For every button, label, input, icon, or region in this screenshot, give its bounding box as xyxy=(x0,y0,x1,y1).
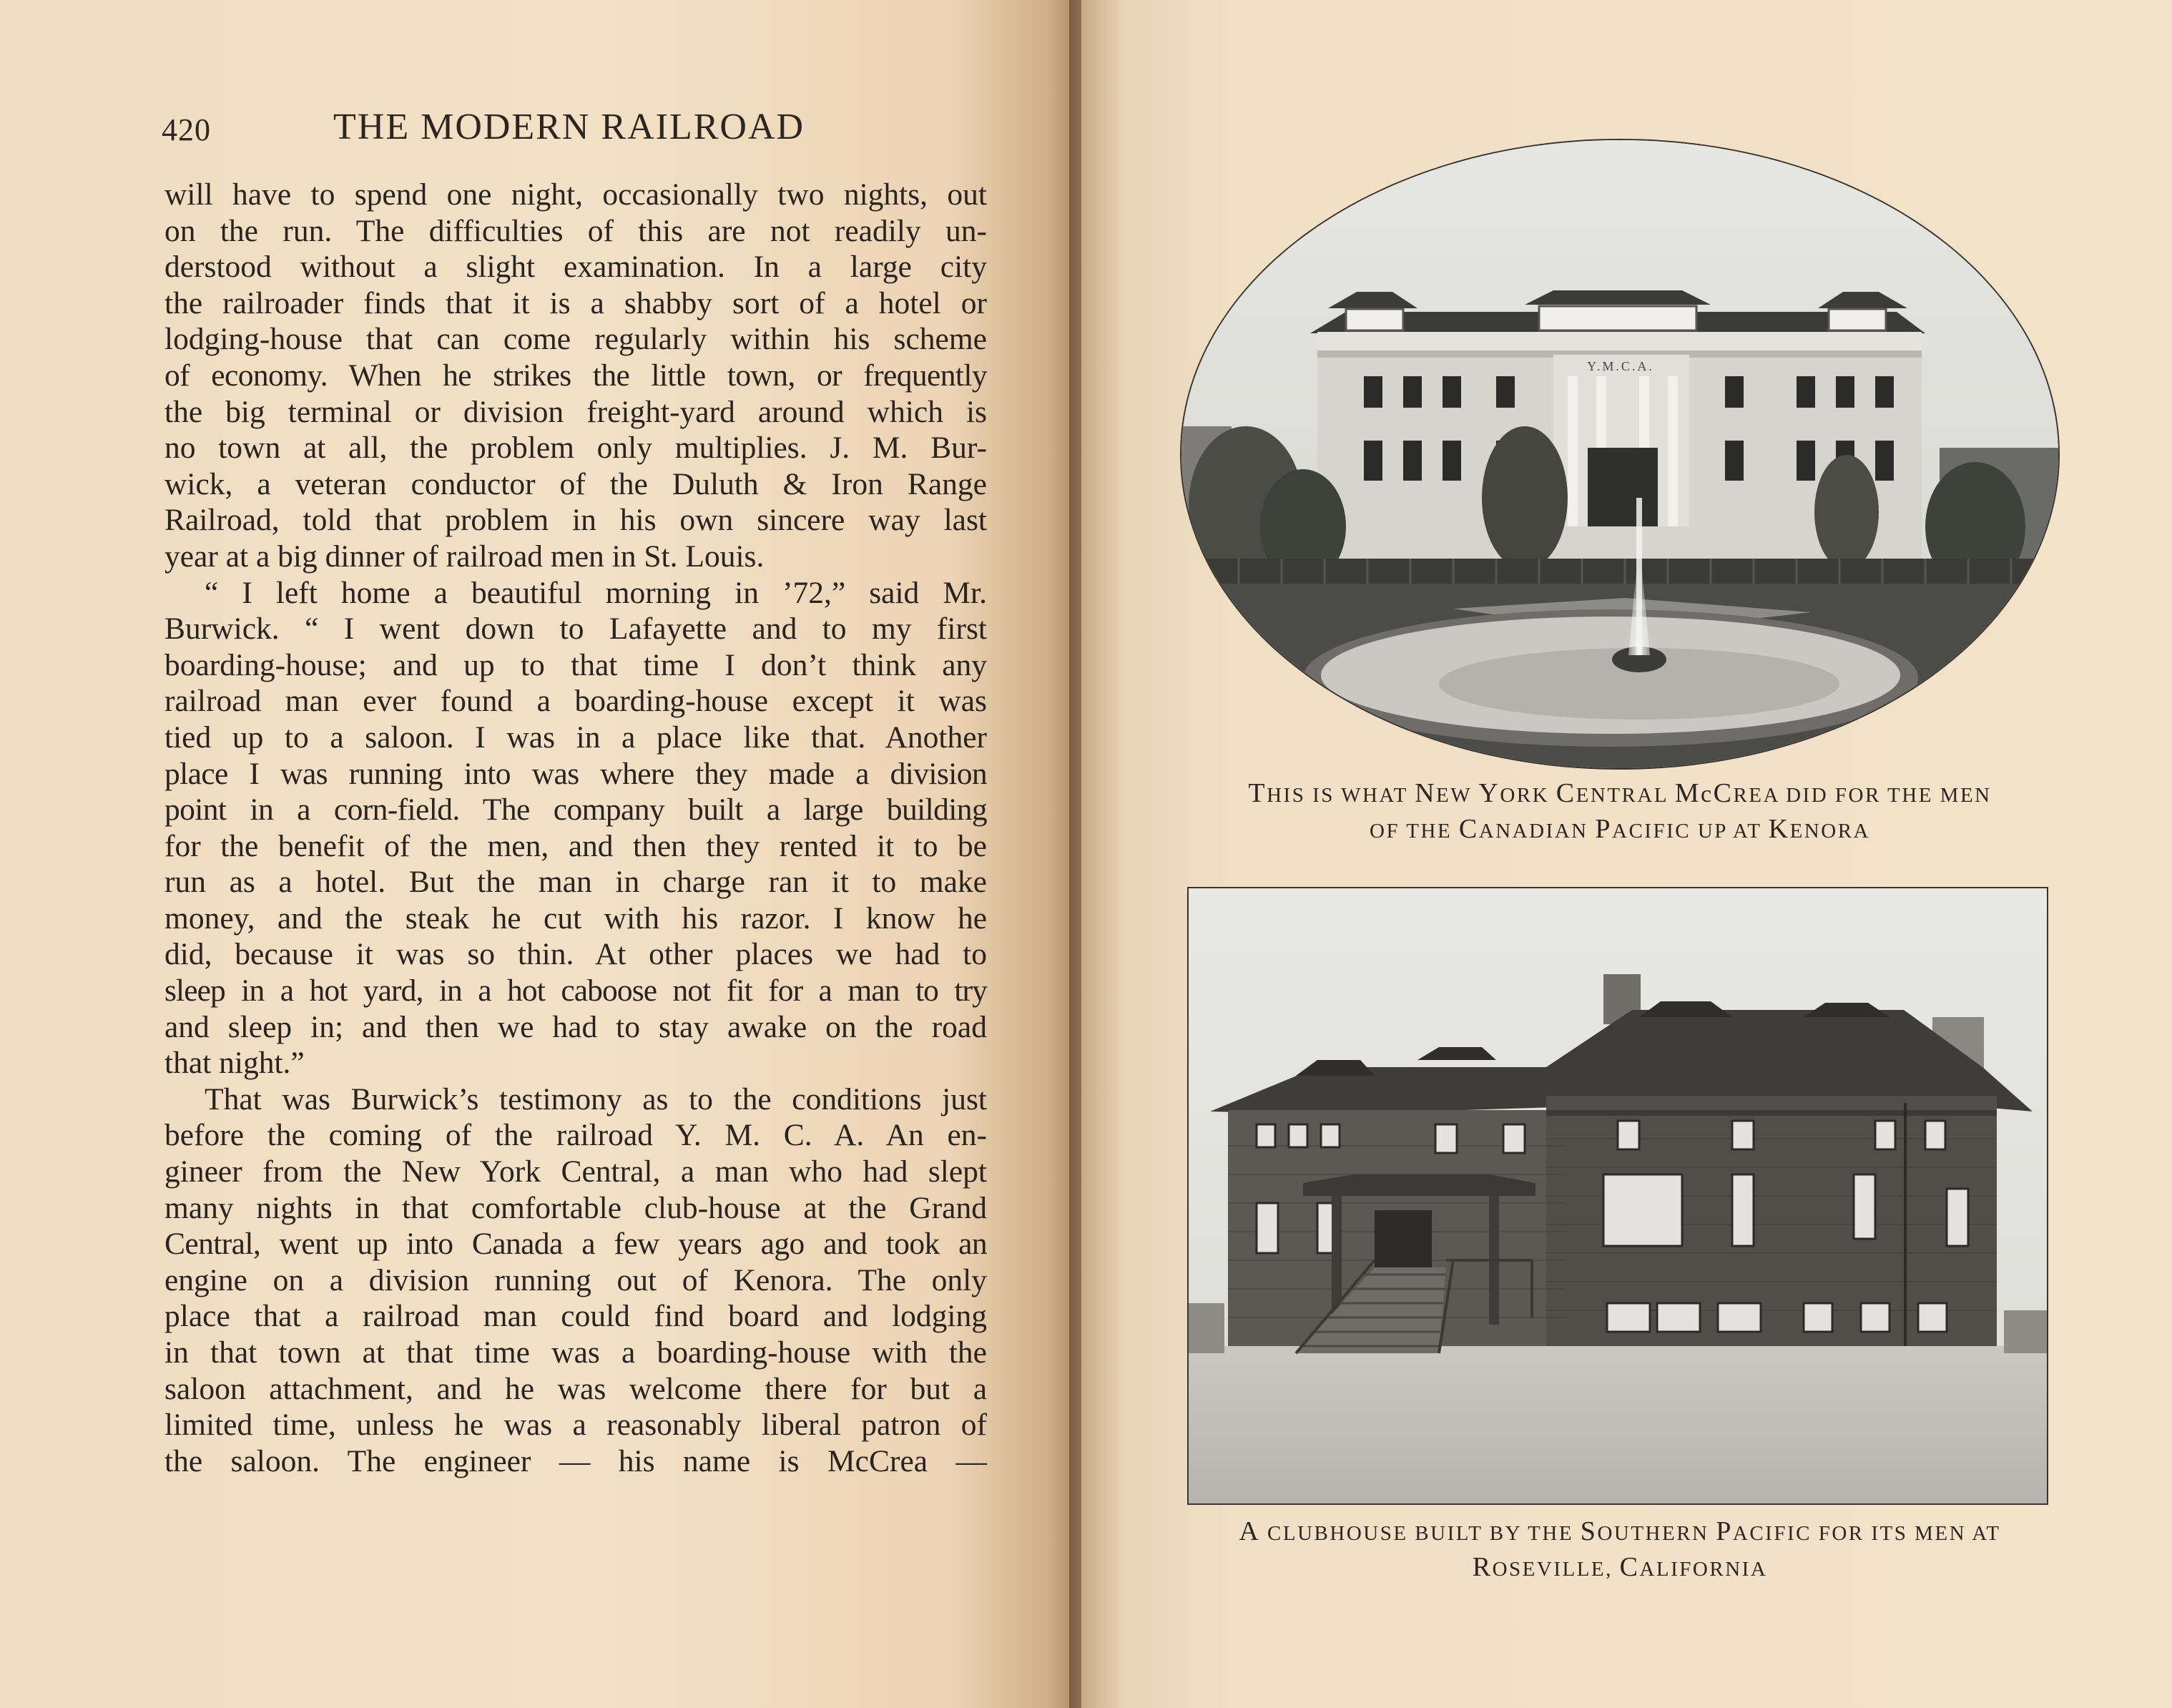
caption-text: ORK xyxy=(1500,784,1556,807)
right-page xyxy=(1081,0,2172,1708)
text-line: limited time, unless he was a reasonably liberal patron of xyxy=(164,1408,987,1443)
caption-text: C xyxy=(1556,778,1576,808)
caption-text: R xyxy=(1472,1552,1493,1582)
caption-text: CLUBHOUSE BUILT BY THE xyxy=(1260,1522,1581,1545)
text-line: no town at all, the problem only multiplies. J. M. Bur- xyxy=(164,431,987,466)
clubhouse-photo xyxy=(1187,887,2048,1505)
text-line: year at a big dinner of railroad men in St. Louis. xyxy=(164,539,765,574)
text-line: did, because it was so thin. At other places we had to xyxy=(164,937,987,972)
figure-2-caption xyxy=(1167,1516,2073,1588)
caption-text: EW xyxy=(1436,784,1479,807)
text-line: boarding-house; and up to that time I don’t think any xyxy=(164,647,987,682)
caption-text: ANADIAN xyxy=(1478,820,1596,843)
text-line: lodging-house that can come regularly within his scheme xyxy=(164,322,987,357)
caption-text: T xyxy=(1248,778,1267,808)
text-line: sleep in a hot yard, in a hot caboose not fit for a man to try xyxy=(164,973,987,1008)
text-line: railroad man ever found a boarding-house except it was xyxy=(164,684,987,719)
text-line: point in a corn-field. The company built a large building xyxy=(164,792,987,828)
page-number: 420 xyxy=(162,112,211,147)
figure-2-caption-line-1 xyxy=(1167,1516,2073,1552)
text-line: the railroader finds that it is a shabby sort of a hotel or xyxy=(164,285,987,320)
text-line: the saloon. The engineer — his name is McCrea — xyxy=(164,1443,987,1478)
text-line: Burwick. “ I went down to Lafayette and to my first xyxy=(164,612,987,647)
caption-text: HIS IS WHAT xyxy=(1267,784,1415,807)
caption-text: REA DID FOR THE MEN xyxy=(1733,784,1992,807)
figure-2-caption-line-2 xyxy=(1167,1552,2073,1588)
caption-text: ACIFIC FOR ITS MEN AT xyxy=(1732,1522,2001,1545)
text-line: before the coming of the railroad Y. M. C. A. An en- xyxy=(164,1118,987,1153)
caption-text: OF THE xyxy=(1370,820,1459,843)
caption-text: C xyxy=(1458,814,1479,844)
clubhouse-illustration xyxy=(1189,888,2047,1503)
caption-text: OSEVILLE, xyxy=(1492,1558,1620,1581)
ymca-building-illustration xyxy=(1181,140,2058,768)
caption-text: Y xyxy=(1478,778,1500,808)
caption-text: M xyxy=(1674,778,1701,808)
caption-text: A xyxy=(1239,1516,1261,1546)
text-line: on the run. The difficulties of this are not readily un- xyxy=(164,213,987,248)
caption-text: ENORA xyxy=(1789,820,1870,843)
figure-1-caption xyxy=(1167,778,2073,850)
caption-text: c xyxy=(1701,781,1714,808)
running-head-title: THE MODERN RAILROAD xyxy=(333,107,805,147)
text-line: will have to spend one night, occasionally two nights, out xyxy=(164,177,987,212)
text-line: derstood without a slight examination. In a large city xyxy=(164,250,987,285)
text-line: place that a railroad man could find board and lodging xyxy=(164,1299,987,1334)
text-line: wick, a veteran conductor of the Duluth & Iron Range xyxy=(164,466,987,501)
text-line: the big terminal or division freight-yard around which is xyxy=(164,394,987,429)
text-line: That was Burwick’s testimony as to the conditions just xyxy=(205,1081,987,1116)
text-line: run as a hotel. But the man in charge ran it to make xyxy=(164,865,987,900)
text-line: and sleep in; and then we had to stay awake on the road xyxy=(164,1009,987,1044)
text-line: money, and the steak he cut with his razor. I know he xyxy=(164,900,987,936)
caption-text: ENTRAL xyxy=(1576,784,1675,807)
text-line: that night.” xyxy=(164,1046,305,1081)
text-line: “ I left home a beautiful morning in ’72,” said Mr. xyxy=(205,575,987,610)
text-line: engine on a division running out of Kenora. The only xyxy=(164,1262,987,1297)
text-line: Central, went up into Canada a few years ago and took an xyxy=(164,1227,987,1262)
caption-text: C xyxy=(1713,778,1734,808)
caption-text: S xyxy=(1580,1516,1598,1546)
caption-text: OUTHERN xyxy=(1597,1522,1716,1545)
running-head xyxy=(162,106,987,149)
text-line: gineer from the New York Central, a man who had slept xyxy=(164,1154,987,1189)
text-line: in that town at that time was a boarding-house with the xyxy=(164,1335,987,1370)
text-line: of economy. When he strikes the little town, or frequently xyxy=(164,358,987,393)
text-line: many nights in that comfortable club-house at the Grand xyxy=(164,1190,987,1225)
ymca-building-photo xyxy=(1181,140,2058,768)
caption-text: ACIFIC UP AT xyxy=(1612,820,1769,843)
text-line: saloon attachment, and he was welcome there for but a xyxy=(164,1371,987,1406)
caption-text: C xyxy=(1619,1552,1640,1582)
caption-text: P xyxy=(1716,1516,1733,1546)
figure-1-caption-line-1 xyxy=(1167,778,2073,814)
body-text xyxy=(164,177,987,1479)
left-page xyxy=(0,0,1081,1708)
caption-text: ALIFORNIA xyxy=(1639,1558,1768,1581)
ymca-sign-text: Y.M.C.A. xyxy=(1587,359,1654,373)
caption-text: N xyxy=(1415,778,1437,808)
caption-text: K xyxy=(1768,814,1790,844)
text-line: for the benefit of the men, and then they rented it to be xyxy=(164,828,987,863)
text-line: Railroad, told that problem in his own sincere way last xyxy=(164,503,987,538)
figure-1-caption-line-2 xyxy=(1167,814,2073,850)
caption-text: P xyxy=(1595,814,1612,844)
text-line: place I was running into was where they made a division xyxy=(164,756,987,791)
text-line: tied up to a saloon. I was in a place like that. Another xyxy=(164,720,987,755)
